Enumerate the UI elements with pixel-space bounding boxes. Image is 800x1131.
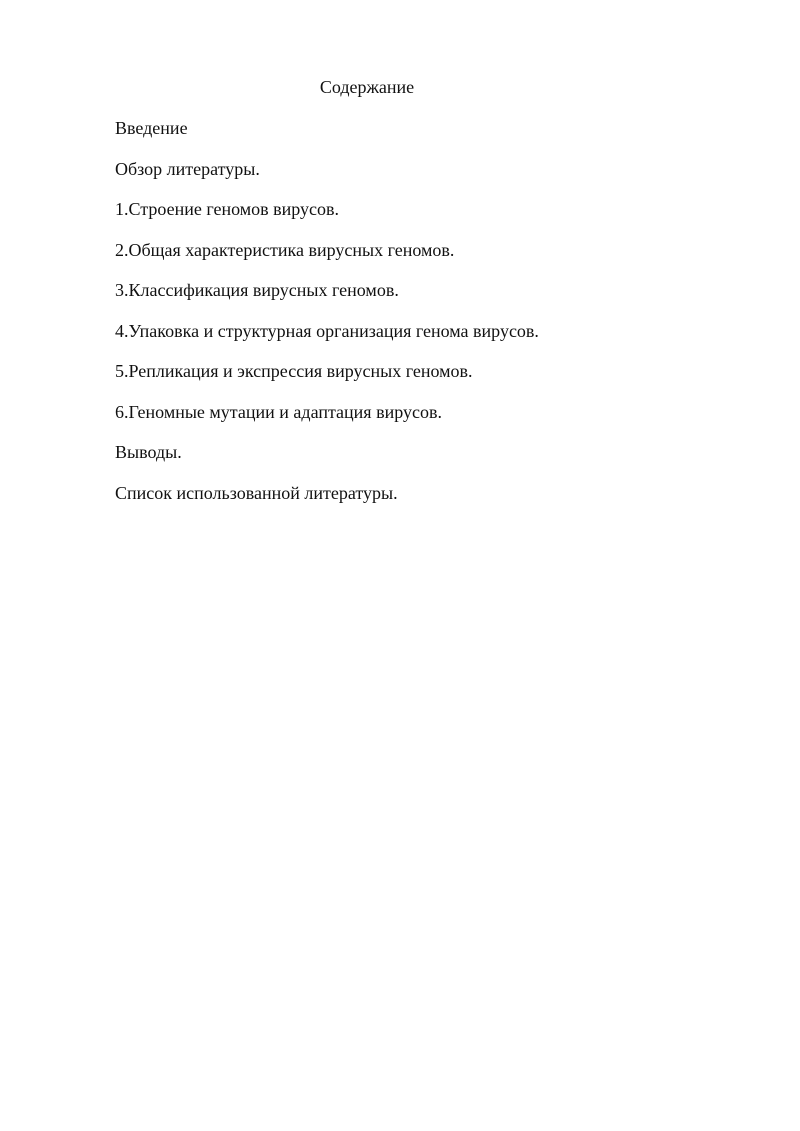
toc-item-3: 3.Классификация вирусных геномов. (115, 280, 399, 300)
toc-item-introduction: Введение (115, 118, 188, 138)
toc-item-2: 2.Общая характеристика вирусных геномов. (115, 239, 455, 260)
toc-item-references: Список использованной литературы. (115, 482, 398, 503)
toc-item-conclusions: Выводы. (115, 442, 182, 462)
toc-item-4: 4.Упаковка и структурная организация генома вирусов. (115, 320, 539, 341)
table-of-contents (115, 117, 539, 522)
toc-item-5: 5.Репликация и экспрессия вирусных геномов. (115, 361, 473, 381)
toc-item-6: 6.Геномные мутации и адаптация вирусов. (115, 401, 442, 422)
page-title: Содержание (319, 77, 415, 97)
toc-item-1: 1.Строение геномов вирусов. (115, 199, 340, 219)
toc-item-literature-review: Обзор литературы. (115, 158, 260, 179)
